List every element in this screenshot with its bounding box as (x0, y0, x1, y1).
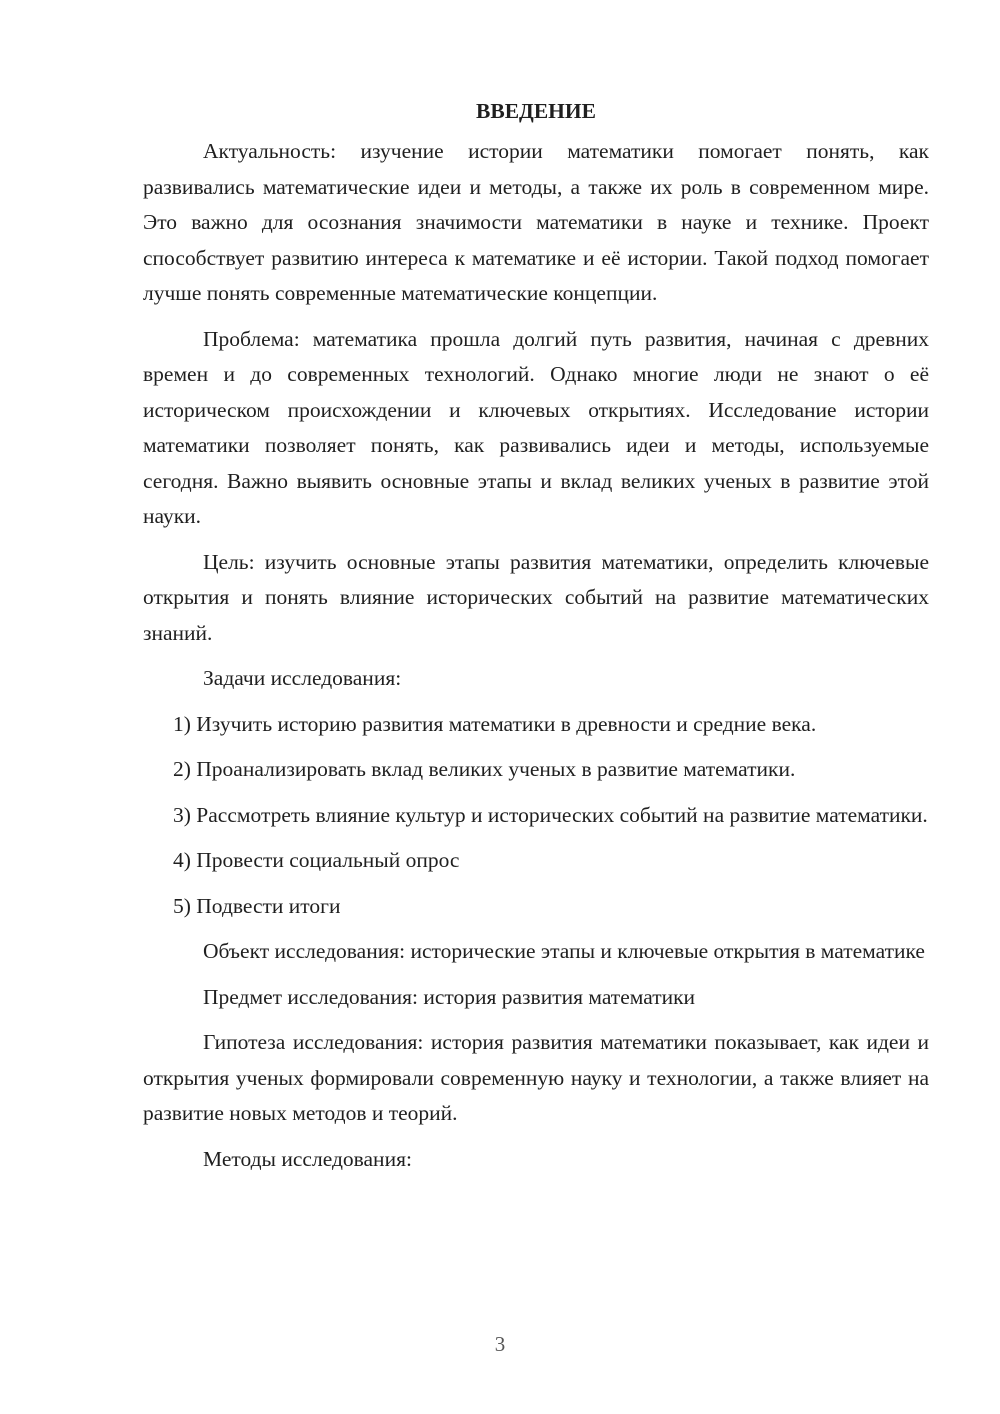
task-item-1: 1) Изучить историю развития математики в древности и средние века. (173, 711, 817, 736)
paragraph-problem: Проблема: математика прошла долгий путь развития, начиная с древних времен и до современных технологий. Однако многие люди не знают о её историческом происхождении и ключевых открытиях. Исследование истории математики позволяет понять, как развивались идеи и методы, используемые сегодня. Важно выявить основные этапы и вклад великих ученых в развитие этой науки. (143, 326, 929, 528)
paragraph-subject: Предмет исследования: история развития математики (203, 984, 696, 1009)
page-title: ВВЕДЕНИЕ (476, 99, 596, 123)
document-page (143, 96, 929, 1187)
task-item-5: 5) Подвести итоги (173, 893, 341, 918)
paragraph-relevance: Актуальность: изучение истории математики помогает понять, как развивались математические идеи и методы, а также их роль в современном мире. Это важно для осознания значимости математики в науке и технике. Проект способствует развитию интереса к математике и её истории. Такой подход помогает лучше понять современные математические концепции. (143, 139, 929, 305)
paragraph-methods-heading: Методы исследования: (203, 1146, 412, 1171)
task-item-4: 4) Провести социальный опрос (173, 848, 460, 872)
task-item-3: 3) Рассмотреть влияние культур и исторических событий на развитие математики. (173, 802, 928, 827)
paragraph-object: Объект исследования: исторические этапы и ключевые открытия в математике (203, 939, 925, 963)
page-number: 3 (494, 1332, 506, 1356)
paragraph-tasks-heading: Задачи исследования: (203, 666, 402, 690)
paragraph-goal: Цель: изучить основные этапы развития математики, определить ключевые открытия и понять влияние исторических событий на развитие математических знаний. (143, 549, 929, 645)
task-item-2: 2) Проанализировать вклад великих ученых в развитие математики. (173, 757, 796, 781)
paragraph-hypothesis: Гипотеза исследования: история развития математики показывает, как идеи и открытия ученых формировали современную науку и технологии, а также влияет на развитие новых методов и теорий. (143, 1030, 929, 1125)
